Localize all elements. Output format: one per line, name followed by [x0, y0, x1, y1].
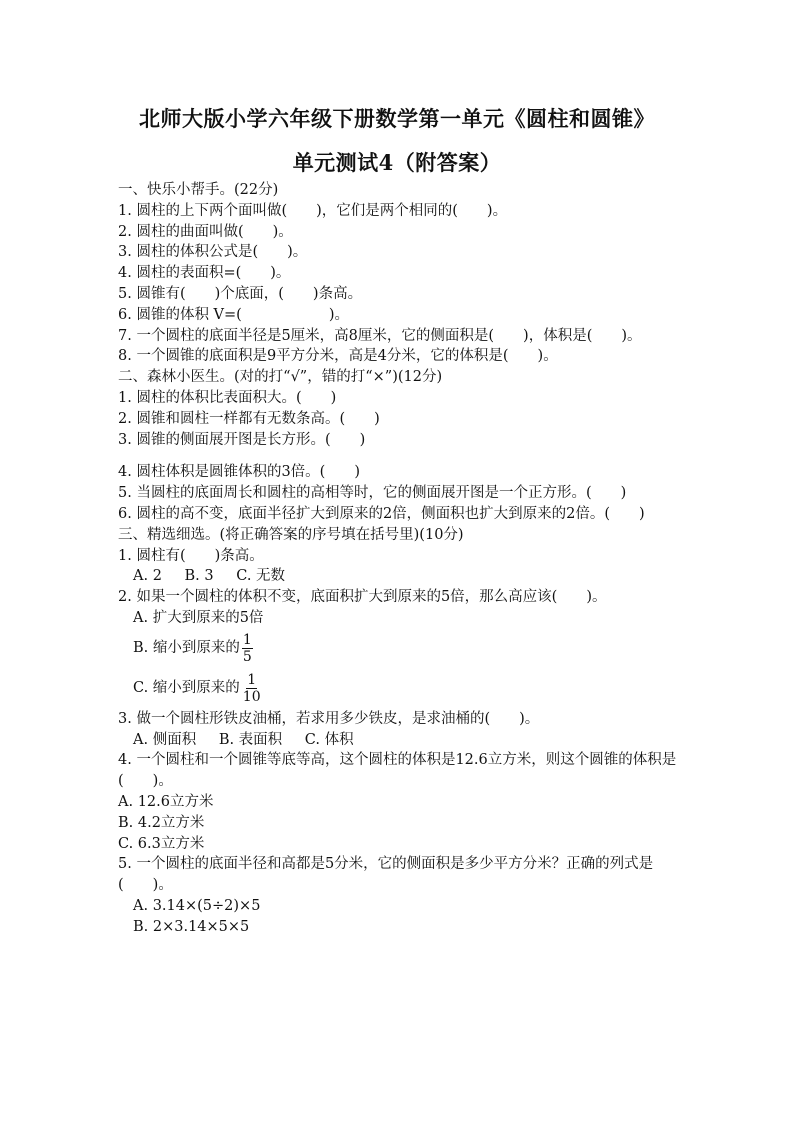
- q1-option-b: B. 3: [184, 568, 214, 585]
- section1-heading: 一、快乐小帮手。(22分): [118, 182, 279, 198]
- fraction: [242, 672, 262, 705]
- q1-option-a: A. 2: [133, 568, 162, 585]
- q4-option-c: C. 6.3立方米: [118, 835, 205, 852]
- blank-gap: [118, 450, 678, 462]
- section1-item: 7. 一个圆柱的底面半径是5厘米，高8厘米，它的侧面积是( )，体积是( )。: [118, 327, 642, 344]
- q3-option-c: C. 体积: [304, 731, 354, 748]
- q2-option-a: A. 扩大到原来的5倍: [133, 609, 264, 626]
- section2-item: 4. 圆柱体积是圆锥体积的3倍。( ): [118, 464, 360, 481]
- q3-stem: 3. 做一个圆柱形铁皮油桶，若求用多少铁皮，是求油桶的( )。: [118, 710, 540, 727]
- section1-item: 8. 一个圆锥的底面积是9平方分米，高是4分米，它的体积是( )。: [118, 348, 558, 365]
- q5-stem: 5. 一个圆柱的底面半径和高都是5分米，它的侧面积是多少平方分米？正确的列式是( )。: [118, 856, 654, 894]
- q3-option-a: A. 侧面积: [133, 731, 197, 748]
- fraction: [242, 632, 253, 665]
- q2-option-c-text: C. 缩小到原来的: [133, 680, 240, 697]
- fraction-denominator: 10: [242, 689, 261, 706]
- section3-heading: 三、精选细选。(将正确答案的序号填在括号里)(10分): [118, 526, 464, 543]
- section1-item: 4. 圆柱的表面积=( )。: [118, 265, 291, 282]
- section1-item: 5. 圆锥有( )个底面，( )条高。: [118, 285, 363, 302]
- q1-stem: 1. 圆柱有( )条高。: [118, 547, 264, 564]
- q4-option-b: B. 4.2立方米: [118, 814, 205, 831]
- q2-stem: 2. 如果一个圆柱的体积不变，底面积扩大到原来的5倍，那么高应该( )。: [118, 589, 607, 606]
- document-body: [118, 180, 678, 938]
- section2-item: 6. 圆柱的高不变，底面半径扩大到原来的2倍，侧面积也扩大到原来的2倍。( ): [118, 505, 645, 522]
- fraction-numerator: 1: [242, 632, 252, 649]
- fraction-numerator: 1: [247, 672, 257, 689]
- q5-option-a: A. 3.14×(5÷2)×5: [133, 897, 261, 914]
- section2-heading: 二、森林小医生。(对的打“√”，错的打“×”)(12分): [118, 369, 443, 386]
- q1-option-c: C. 无数: [236, 568, 286, 585]
- section2-item: 1. 圆柱的体积比表面积大。( ): [118, 389, 337, 406]
- section2-item: 2. 圆锥和圆柱一样都有无数条高。( ): [118, 410, 380, 427]
- q4-option-a: A. 12.6立方米: [118, 793, 214, 810]
- q1-options: [118, 566, 678, 587]
- fraction-denominator: 5: [242, 649, 252, 666]
- section1-item: 1. 圆柱的上下两个面叫做( )，它们是两个相同的( )。: [118, 202, 508, 219]
- section2-item: 3. 圆锥的侧面展开图是长方形。( ): [118, 431, 366, 448]
- section2-item: 5. 当圆柱的底面周长和圆柱的高相等时，它的侧面展开图是一个正方形。( ): [118, 485, 627, 502]
- q2-option-c: [118, 669, 678, 709]
- section1-item: 3. 圆柱的体积公式是( )。: [118, 244, 308, 261]
- section1-item: 2. 圆柱的曲面叫做( )。: [118, 223, 293, 240]
- document-title-line2: 单元测试4（附答案）: [292, 150, 502, 175]
- q4-stem: 4. 一个圆柱和一个圆锥等底等高，这个圆柱的体积是12.6立方米，则这个圆锥的体积是( )。: [118, 752, 677, 790]
- q2-option-b-text: B. 缩小到原来的: [133, 640, 240, 657]
- q3-options: [118, 730, 678, 751]
- q3-option-b: B. 表面积: [218, 731, 283, 748]
- q2-option-b: [118, 629, 678, 669]
- q5-option-b: B. 2×3.14×5×5: [133, 918, 250, 935]
- document-title-line1: 北师大版小学六年级下册数学第一单元《圆柱和圆锥》: [139, 106, 655, 131]
- section1-item: 6. 圆锥的体积 V=( )。: [118, 306, 349, 323]
